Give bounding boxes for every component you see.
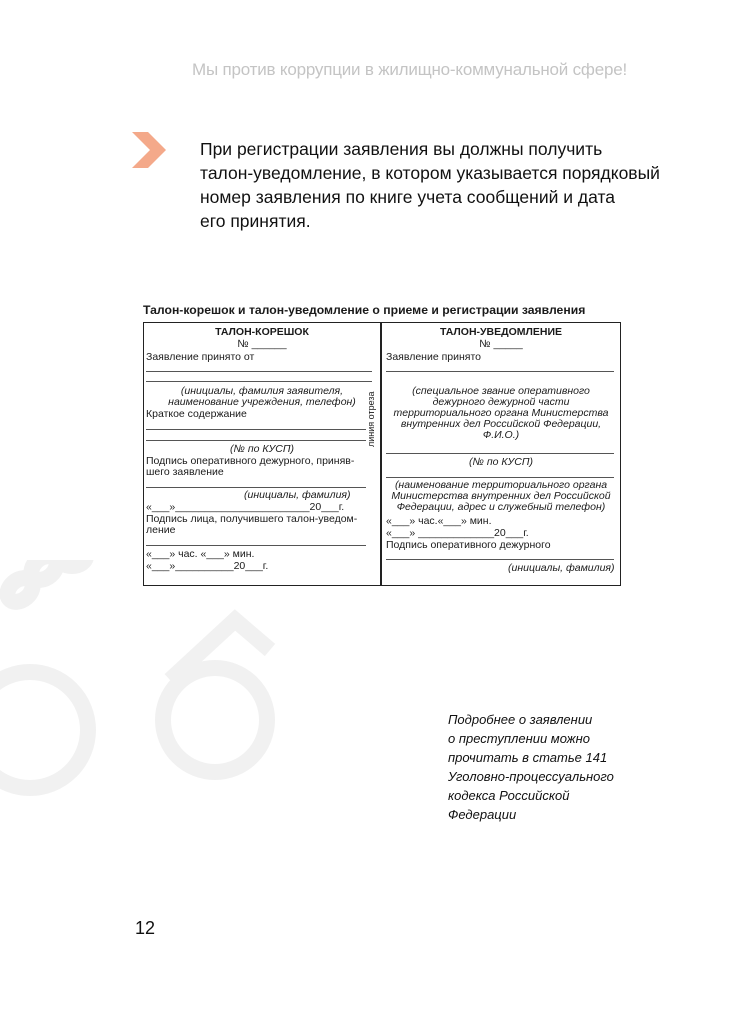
lead-line: При регистрации заявления вы должны получить: [200, 139, 603, 159]
stub-kusp: (№ по КУСП): [230, 443, 294, 455]
notice-rank-hint: дежурного дежурной части: [432, 396, 570, 408]
notice-org-hint: Министерства внутренних дел Российской: [391, 490, 611, 502]
stub-initials-hint: (инициалы, фамилия заявителя,: [180, 385, 344, 397]
footnote-line: о преступлении можно: [448, 731, 590, 746]
stub-summary: Краткое содержание: [146, 408, 247, 420]
stub-signature: шего заявление: [146, 466, 224, 478]
notice-time: «___» час.«___» мин.: [386, 515, 492, 527]
running-header: Мы против коррупции в жилищно-коммунальной сфере!: [192, 60, 627, 79]
page-number: 12: [135, 918, 156, 938]
notice-column: [382, 323, 620, 585]
lead-line: талон-уведомление, в котором указывается порядковый: [200, 163, 660, 183]
lead-paragraph: [200, 137, 660, 233]
notice-rank-hint: внутренних дел Российской Федерации,: [400, 418, 602, 430]
stub-signature: Подпись оперативного дежурного, приняв-: [146, 455, 355, 467]
notice-rank-hint: территориального органа Министерства: [393, 407, 609, 419]
stub-heading: ТАЛОН-КОРЕШОК: [215, 326, 309, 338]
notice-rank-hint: Ф.И.О.): [482, 429, 520, 441]
lead-line: его принятия.: [200, 211, 311, 231]
stub-time: «___» час. «___» мин.: [146, 548, 255, 560]
stub-column: [144, 323, 380, 585]
notice-heading: ТАЛОН-УВЕДОМЛЕНИЕ: [439, 326, 563, 338]
stub-initials: (инициалы, фамилия): [244, 489, 351, 501]
stub-date: «___»__________20___г.: [146, 560, 269, 572]
notice-kusp: (№ по КУСП): [469, 456, 533, 468]
footnote-line: прочитать в статье 141: [448, 750, 608, 765]
notice-signature: Подпись оперативного дежурного: [386, 539, 551, 551]
notice-org-hint: Федерации, адрес и служебный телефон): [396, 501, 606, 513]
stub-accepted-from: Заявление принято от: [146, 351, 255, 363]
chevron-arrow-icon: [128, 130, 168, 170]
stub-receiver-signature: Подпись лица, получившего талон-уведом-: [146, 513, 358, 525]
registration-form: [143, 322, 621, 586]
cut-line-label: линия отреза: [366, 391, 376, 447]
handcuffs-icon: [0, 560, 300, 860]
stub-date: «___»_______________________20___г.: [146, 501, 345, 513]
notice-number: № _____: [479, 338, 523, 350]
lead-line: номер заявления по книге учета сообщений и дата: [200, 187, 615, 207]
footnote-line: Федерации: [448, 807, 517, 822]
footnote-line: кодекса Российской: [448, 788, 570, 803]
notice-rank-hint: (специальное звание оперативного: [412, 385, 590, 397]
stub-initials-hint: наименование учреждения, телефон): [168, 396, 356, 408]
notice-org-hint: (наименование территориального органа: [394, 479, 608, 491]
stub-receiver-signature: ление: [146, 524, 176, 536]
stub-number: № ______: [237, 338, 287, 350]
footnote-line: Уголовно-процессуального: [448, 769, 614, 784]
footnote-line: Подробнее о заявлении: [448, 712, 593, 727]
form-title: Талон-корешок и талон-уведомление о приеме и регистрации заявления: [143, 303, 586, 317]
footnote: [448, 710, 614, 824]
notice-date: «___» _____________20___г.: [386, 527, 529, 539]
notice-initials: (инициалы, фамилия): [508, 562, 615, 574]
notice-accepted: Заявление принято: [386, 351, 481, 363]
